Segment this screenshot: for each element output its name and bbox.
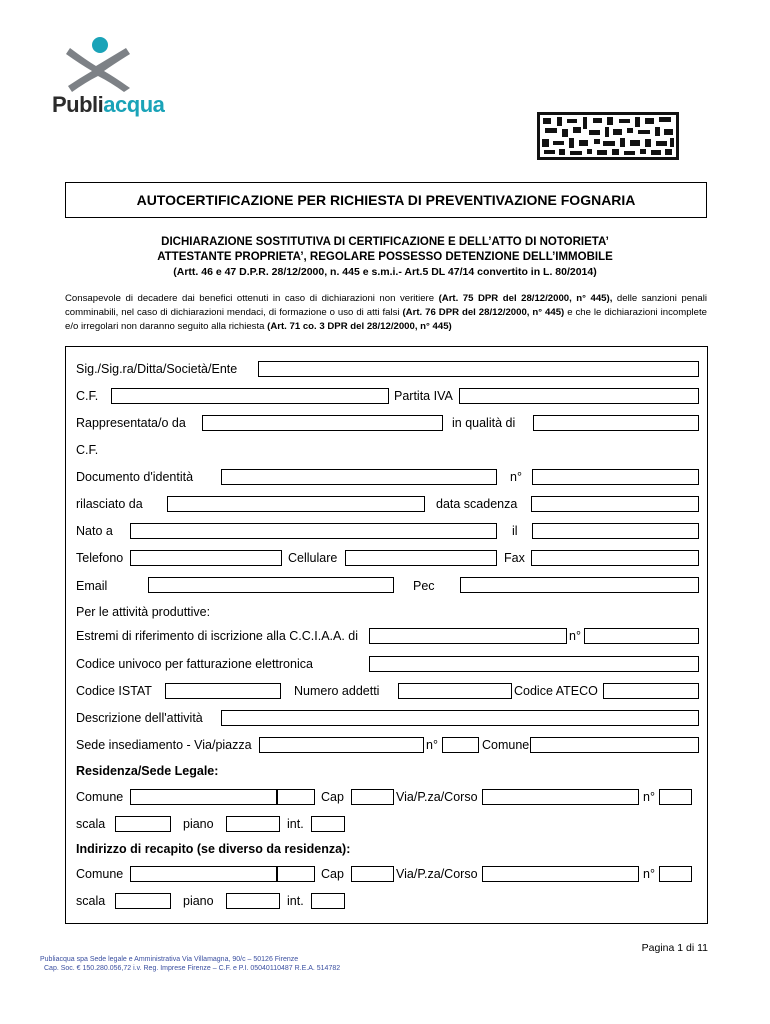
recapito-provincia-field[interactable] bbox=[277, 866, 315, 882]
numero-addetti-label: Numero addetti bbox=[294, 684, 380, 698]
estremi-numero-label: n° bbox=[569, 629, 581, 643]
rappresentata-field[interactable] bbox=[202, 415, 443, 431]
estremi-label: Estremi di riferimento di iscrizione alla C.C.I.A.A. di bbox=[76, 629, 359, 643]
cellulare-field[interactable] bbox=[345, 550, 497, 566]
codice-istat-field[interactable] bbox=[165, 683, 281, 699]
codice-ateco-field[interactable] bbox=[603, 683, 699, 699]
sede-field[interactable] bbox=[259, 737, 424, 753]
recapito-int-label: int. bbox=[287, 894, 304, 908]
barcode-icon bbox=[537, 112, 679, 160]
estremi-numero-field[interactable] bbox=[584, 628, 699, 644]
partita-iva-field[interactable] bbox=[459, 388, 699, 404]
cf-field[interactable] bbox=[111, 388, 389, 404]
residenza-comune-field[interactable] bbox=[130, 789, 277, 805]
publiacqua-logo bbox=[52, 34, 165, 124]
cf-label: C.F. bbox=[76, 389, 99, 403]
intro-paragraph bbox=[65, 292, 707, 334]
intro-ref-2: (Art. 76 DPR del 28/12/2000, n° 445) bbox=[402, 307, 565, 318]
recapito-comune-field[interactable] bbox=[130, 866, 277, 882]
intro-ref-3: (Art. 71 co. 3 DPR del 28/12/2000, n° 445) bbox=[267, 321, 452, 332]
attivita-label: Per le attività produttive: bbox=[76, 605, 211, 619]
intro-ref-1: (Art. 75 DPR del 28/12/2000, n° 445), bbox=[438, 293, 613, 304]
documento-numero-label: n° bbox=[510, 470, 522, 484]
data-scadenza-field[interactable] bbox=[531, 496, 699, 512]
rappresentata-label: Rappresentata/o da bbox=[76, 416, 186, 430]
residenza-piano-field[interactable] bbox=[226, 816, 280, 832]
intro-text-1: Consapevole di decadere dai benefici ottenuti in caso di dichiarazioni non veritiere bbox=[65, 293, 439, 304]
residenza-int-label: int. bbox=[287, 817, 304, 831]
residenza-provincia-field[interactable] bbox=[277, 789, 315, 805]
numero-addetti-field[interactable] bbox=[398, 683, 512, 699]
recapito-via-field[interactable] bbox=[482, 866, 639, 882]
telefono-label: Telefono bbox=[76, 551, 124, 565]
title-box bbox=[65, 182, 707, 218]
residenza-scala-label: scala bbox=[76, 817, 106, 831]
nato-a-field[interactable] bbox=[130, 523, 497, 539]
pec-field[interactable] bbox=[460, 577, 699, 593]
recapito-piano-field[interactable] bbox=[226, 893, 280, 909]
residenza-numero-label: n° bbox=[643, 790, 655, 804]
intro-text-3: e che le dichiarazioni incomplete e/o irregolari non daranno seguito alla richiesta bbox=[65, 307, 707, 332]
recapito-numero-label: n° bbox=[643, 867, 655, 881]
descrizione-label: Descrizione dell'attività bbox=[76, 711, 203, 725]
codice-univoco-label: Codice univoco per fatturazione elettronica bbox=[76, 657, 313, 671]
sede-numero-field[interactable] bbox=[442, 737, 479, 753]
codice-univoco-field[interactable] bbox=[369, 656, 699, 672]
residenza-via-field[interactable] bbox=[482, 789, 639, 805]
logo-mark-icon bbox=[52, 34, 162, 94]
descrizione-field[interactable] bbox=[221, 710, 699, 726]
residenza-cap-label: Cap bbox=[321, 790, 344, 804]
nato-a-label: Nato a bbox=[76, 524, 113, 538]
rilasciato-label: rilasciato da bbox=[76, 497, 143, 511]
documento-field[interactable] bbox=[221, 469, 497, 485]
footer-line-2: Cap. Soc. € 150.280.056,72 i.v. Reg. Imprese Firenze – C.F. e P.I. 05040110487 R.E.A. 514782 bbox=[44, 965, 341, 972]
in-qualita-field[interactable] bbox=[533, 415, 699, 431]
il-field[interactable] bbox=[532, 523, 699, 539]
il-label: il bbox=[512, 524, 518, 538]
recapito-comune-label: Comune bbox=[76, 867, 124, 881]
residenza-numero-field[interactable] bbox=[659, 789, 692, 805]
recapito-numero-field[interactable] bbox=[659, 866, 692, 882]
intro-text-2: delle sanzioni penali comminabili, nel caso di dichiarazioni mendaci, di formazione o uso di atti falsi bbox=[65, 293, 707, 318]
recapito-cap-field[interactable] bbox=[351, 866, 394, 882]
recapito-piano-label: piano bbox=[183, 894, 214, 908]
recapito-scala-field[interactable] bbox=[115, 893, 171, 909]
footer-line-1: Publiacqua spa Sede legale e Amministrativa Via Villamagna, 90/c – 50126 Firenze bbox=[40, 956, 299, 963]
document-title: AUTOCERTIFICAZIONE PER RICHIESTA DI PREVENTIVAZIONE FOGNARIA bbox=[136, 192, 636, 208]
fax-label: Fax bbox=[504, 551, 525, 565]
cellulare-label: Cellulare bbox=[288, 551, 338, 565]
residenza-title: Residenza/Sede Legale: bbox=[76, 764, 219, 778]
residenza-piano-label: piano bbox=[183, 817, 214, 831]
residenza-int-field[interactable] bbox=[311, 816, 345, 832]
sig-field[interactable] bbox=[258, 361, 699, 377]
email-field[interactable] bbox=[148, 577, 394, 593]
logo-text-black: Publi bbox=[52, 92, 104, 117]
documento-numero-field[interactable] bbox=[532, 469, 699, 485]
estremi-field[interactable] bbox=[369, 628, 567, 644]
residenza-scala-field[interactable] bbox=[115, 816, 171, 832]
codice-ateco-label: Codice ATECO bbox=[514, 684, 598, 698]
email-label: Email bbox=[76, 579, 108, 593]
recapito-scala-label: scala bbox=[76, 894, 106, 908]
fax-field[interactable] bbox=[531, 550, 699, 566]
sede-comune-label: Comune bbox=[482, 738, 530, 752]
recapito-via-label: Via/P.za/Corso bbox=[396, 867, 478, 881]
residenza-cap-field[interactable] bbox=[351, 789, 394, 805]
page-number: Pagina 1 di 11 bbox=[641, 942, 708, 954]
subtitle-line-3: (Artt. 46 e 47 D.P.R. 28/12/2000, n. 445 e s.m.i.- Art.5 DL 47/14 convertito in L. 80/2014) bbox=[173, 266, 597, 278]
in-qualita-label: in qualità di bbox=[452, 416, 516, 430]
sede-label: Sede insediamento - Via/piazza bbox=[76, 738, 252, 752]
sig-label: Sig./Sig.ra/Ditta/Società/Ente bbox=[76, 362, 238, 376]
pec-label: Pec bbox=[413, 579, 435, 593]
telefono-field[interactable] bbox=[130, 550, 282, 566]
partita-iva-label: Partita IVA bbox=[394, 389, 453, 403]
residenza-via-label: Via/P.za/Corso bbox=[396, 790, 478, 804]
sede-numero-label: n° bbox=[426, 738, 438, 752]
sede-comune-field[interactable] bbox=[530, 737, 699, 753]
recapito-int-field[interactable] bbox=[311, 893, 345, 909]
residenza-comune-label: Comune bbox=[76, 790, 124, 804]
subtitle-line-1: DICHIARAZIONE SOSTITUTIVA DI CERTIFICAZIONE E DELL’ATTO DI NOTORIETA’ bbox=[161, 236, 609, 248]
recapito-title: Indirizzo di recapito (se diverso da residenza): bbox=[76, 842, 351, 856]
recapito-cap-label: Cap bbox=[321, 867, 344, 881]
codice-istat-label: Codice ISTAT bbox=[76, 684, 152, 698]
rilasciato-field[interactable] bbox=[167, 496, 425, 512]
logo-text-teal: acqua bbox=[103, 92, 165, 117]
cf2-label: C.F. bbox=[76, 443, 99, 457]
subtitle-line-2: ATTESTANTE PROPRIETA’, REGOLARE POSSESSO DETENZIONE DELL’IMMOBILE bbox=[157, 251, 613, 263]
data-scadenza-label: data scadenza bbox=[436, 497, 518, 511]
documento-label: Documento d'identità bbox=[76, 470, 194, 484]
